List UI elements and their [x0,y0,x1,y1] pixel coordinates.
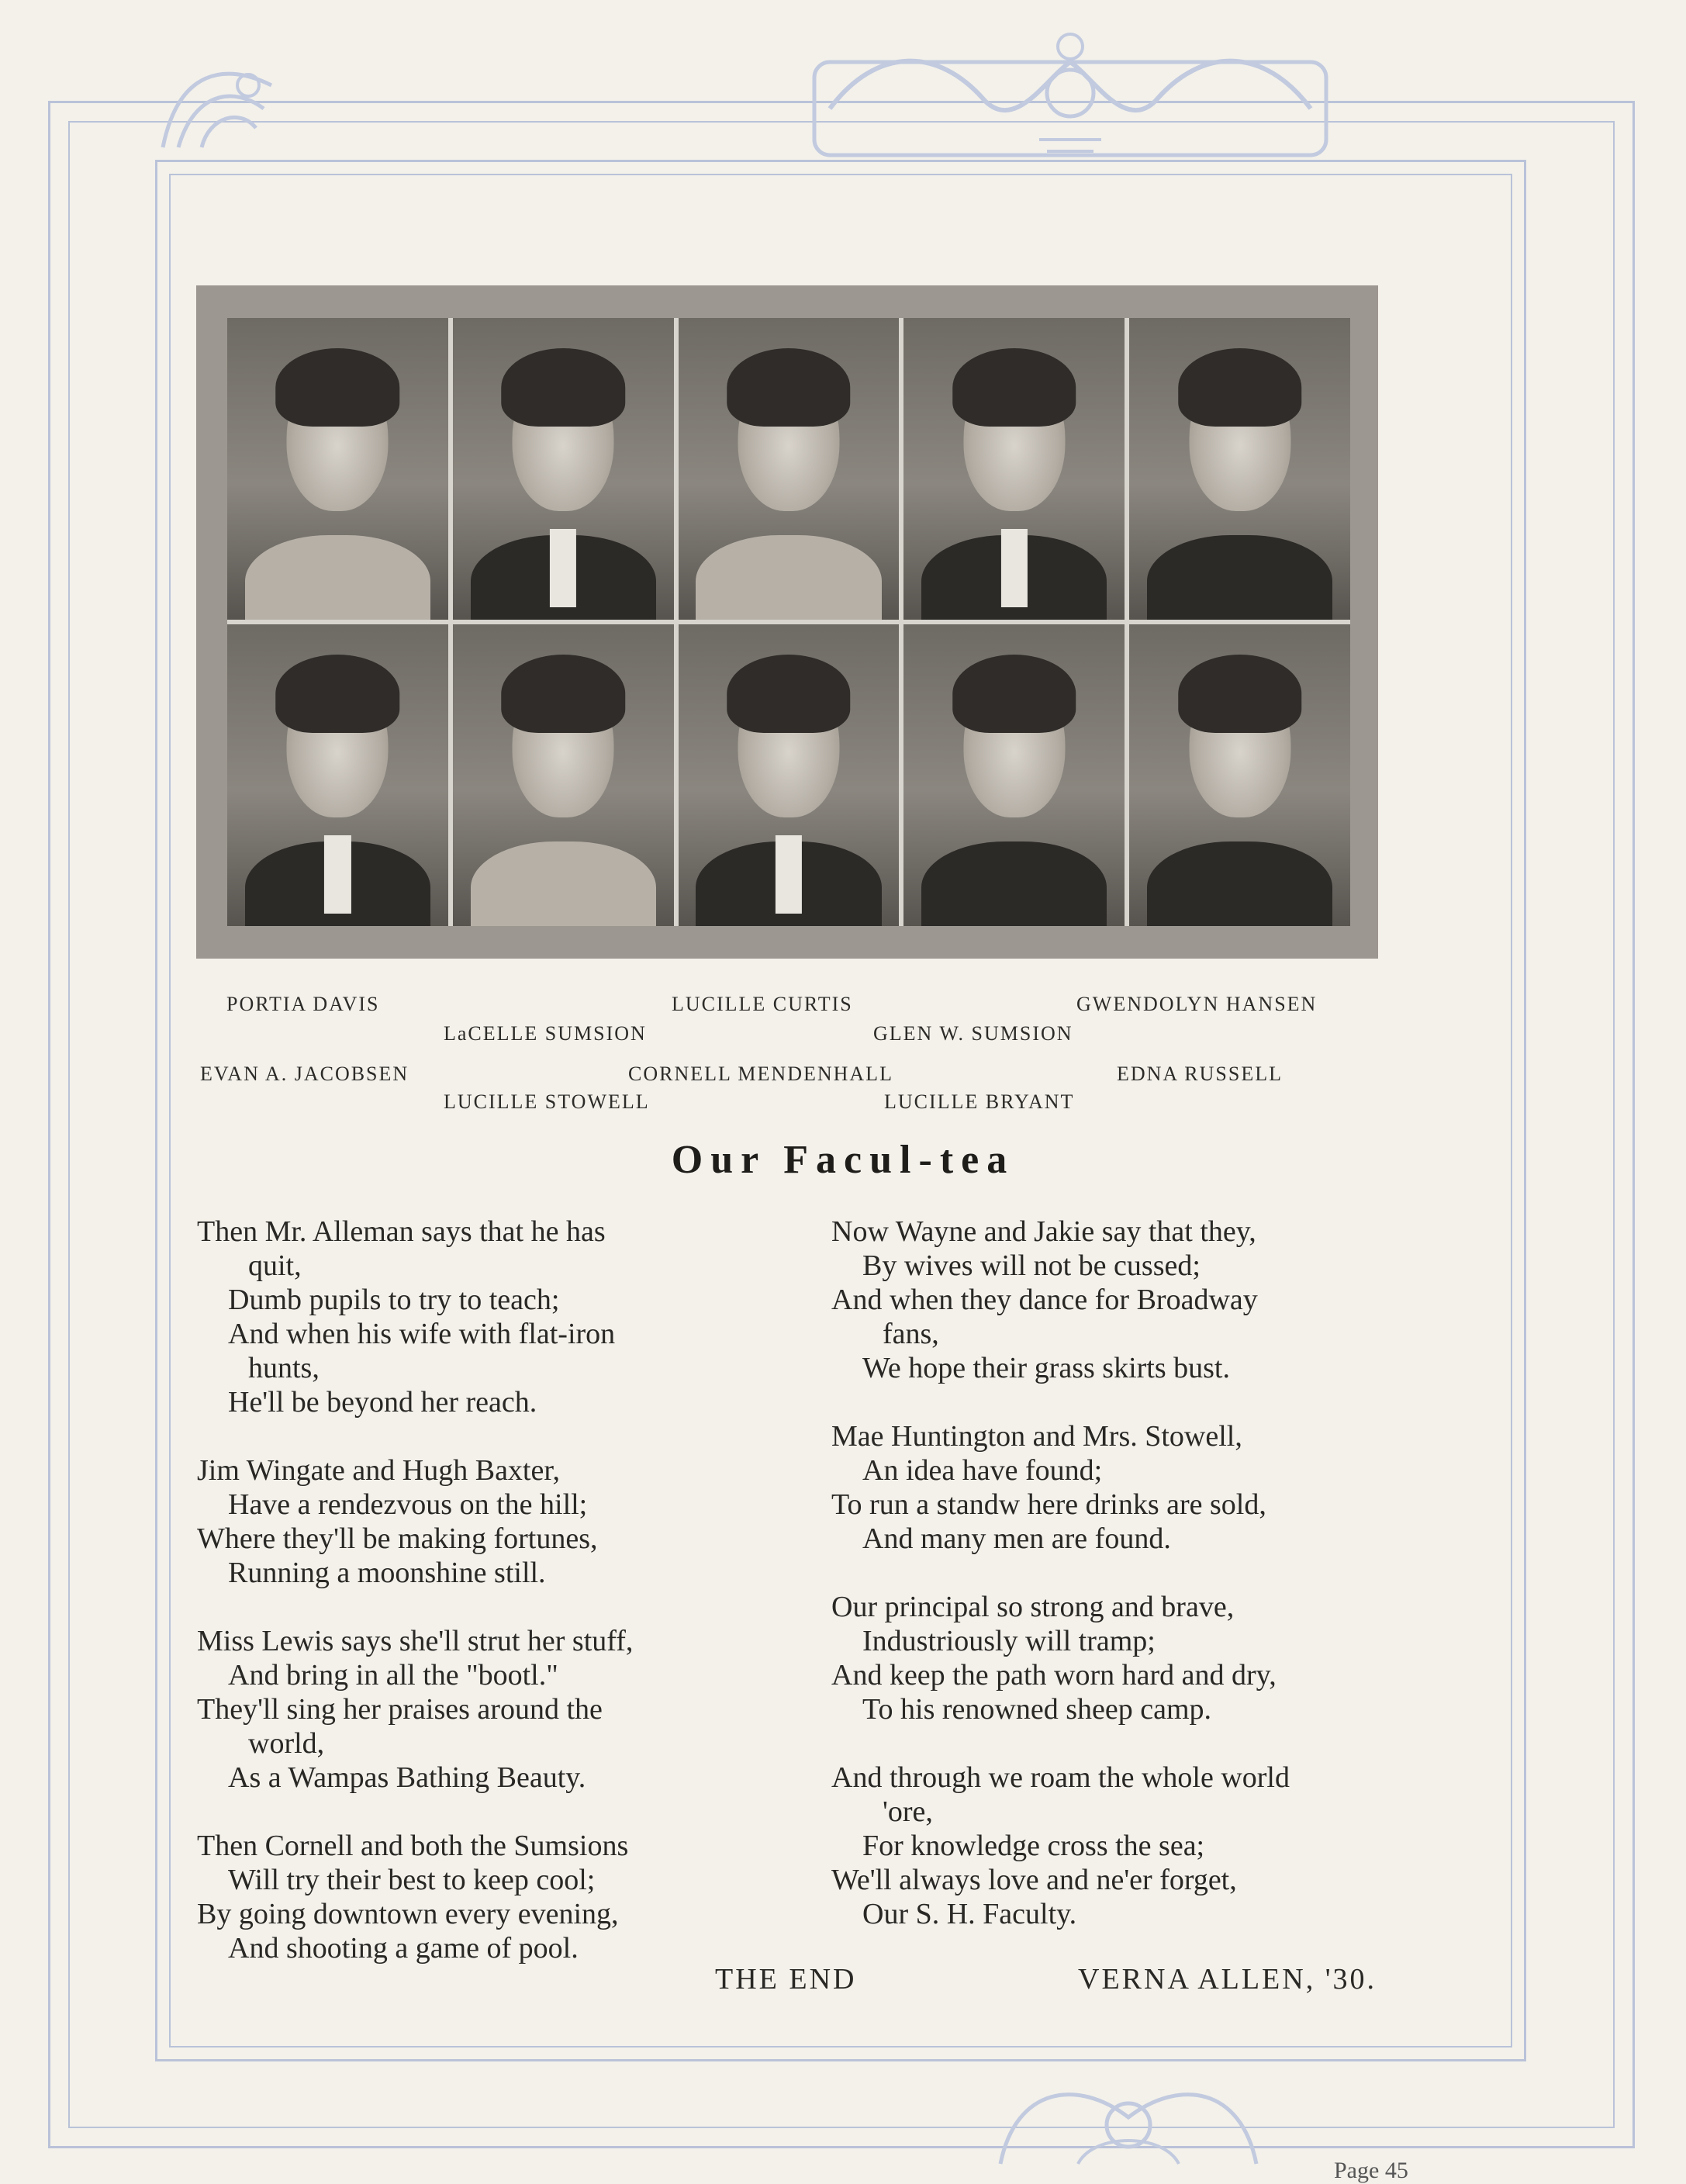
poem-line: As a Wampas Bathing Beauty. [228,1761,586,1794]
poem-line: Mae Huntington and Mrs. Stowell, [831,1420,1242,1453]
poem-line: They'll sing her praises around the [197,1693,603,1726]
poem-right-column [831,1215,1405,1965]
stanza [831,1215,1405,1385]
poem-line: Dumb pupils to try to teach; [228,1284,560,1316]
caption-portia-davis: PORTIA DAVIS [226,993,380,1015]
stanza [197,1829,755,1965]
caption-gwendolyn-hansen: GWENDOLYN HANSEN [1076,993,1318,1015]
poem-line: Our S. H. Faculty. [862,1898,1077,1930]
stanza [831,1419,1405,1556]
poem-line: And through we roam the whole world [831,1761,1290,1794]
portrait-photo [903,318,1125,620]
poem-line: An idea have found; [862,1454,1103,1487]
poem-left-column [197,1215,755,1999]
poem-line: Industriously will tramp; [862,1625,1156,1657]
caption-lucille-bryant: LUCILLE BRYANT [884,1090,1075,1113]
poem-line: fans, [883,1318,939,1350]
poem-line: And when his wife with flat-iron [228,1318,616,1350]
caption-lucille-stowell: LUCILLE STOWELL [444,1090,650,1113]
poem-line: Then Mr. Alleman says that he has [197,1215,606,1248]
caption-cornell-mendenhall: CORNELL MENDENHALL [628,1063,893,1085]
poem-line: For knowledge cross the sea; [862,1830,1205,1862]
poem-line: And keep the path worn hard and dry, [831,1659,1277,1692]
portrait-grid [227,318,1350,926]
bottom-ornament [985,2063,1272,2172]
portrait-photo [227,318,448,620]
faculty-photo-panel [196,285,1378,959]
the-end-label: THE END [715,1963,857,1996]
poem-line: To run a standw here drinks are sold, [831,1488,1266,1521]
author-signature: VERNA ALLEN, '30. [1078,1963,1377,1996]
poem-line: He'll be beyond her reach. [228,1386,537,1419]
poem-line: By going downtown every evening, [197,1898,619,1930]
portrait-photo [1129,624,1350,926]
poem-line: Jim Wingate and Hugh Baxter, [197,1454,560,1487]
stanza [197,1215,755,1419]
portrait-photo [227,624,448,926]
caption-glen-sumsion: GLEN W. SUMSION [873,1022,1073,1045]
caption-evan-jacobsen: EVAN A. JACOBSEN [200,1063,409,1085]
poem-line: Now Wayne and Jakie say that they, [831,1215,1256,1248]
portrait-photo [679,624,900,926]
poem-line: Will try their best to keep cool; [228,1864,596,1896]
poem-line: Have a rendezvous on the hill; [228,1488,588,1521]
portrait-photo [903,624,1125,926]
poem-line: Then Cornell and both the Sumsions [197,1830,629,1862]
stanza [197,1624,755,1795]
poem-line: And shooting a game of pool. [228,1932,579,1965]
poem-line: And bring in all the "bootl." [228,1659,558,1692]
poem-title: Our Facul-tea [671,1138,1015,1182]
poem-line: 'ore, [883,1795,933,1828]
poem-line: world, [248,1727,325,1760]
poem-line: To his renowned sheep camp. [862,1693,1212,1726]
corner-ornament [155,54,279,155]
stanza [831,1761,1405,1931]
poem-line: And when they dance for Broadway [831,1284,1258,1316]
portrait-photo [453,624,674,926]
stanza [831,1590,1405,1726]
caption-lucille-curtis: LUCILLE CURTIS [672,993,853,1015]
page-number: Page 45 [1334,2158,1408,2183]
portrait-photo [453,318,674,620]
poem-line: We hope their grass skirts bust. [862,1352,1230,1384]
poem-line: Miss Lewis says she'll strut her stuff, [197,1625,634,1657]
caption-lacelle-sumsion: LaCELLE SUMSION [444,1022,647,1045]
top-ornament [783,16,1357,171]
poem-line: Where they'll be making fortunes, [197,1522,598,1555]
portrait-photo [1129,318,1350,620]
poem-line: Running a moonshine still. [228,1557,546,1589]
stanza [197,1453,755,1590]
poem-line: By wives will not be cussed; [862,1249,1201,1282]
caption-edna-russell: EDNA RUSSELL [1117,1063,1283,1085]
poem-line: And many men are found. [862,1522,1171,1555]
poem-line: hunts, [248,1352,320,1384]
poem-line: We'll always love and ne'er forget, [831,1864,1237,1896]
poem-line: quit, [248,1249,302,1282]
poem-line: Our principal so strong and brave, [831,1591,1235,1623]
portrait-photo [679,318,900,620]
